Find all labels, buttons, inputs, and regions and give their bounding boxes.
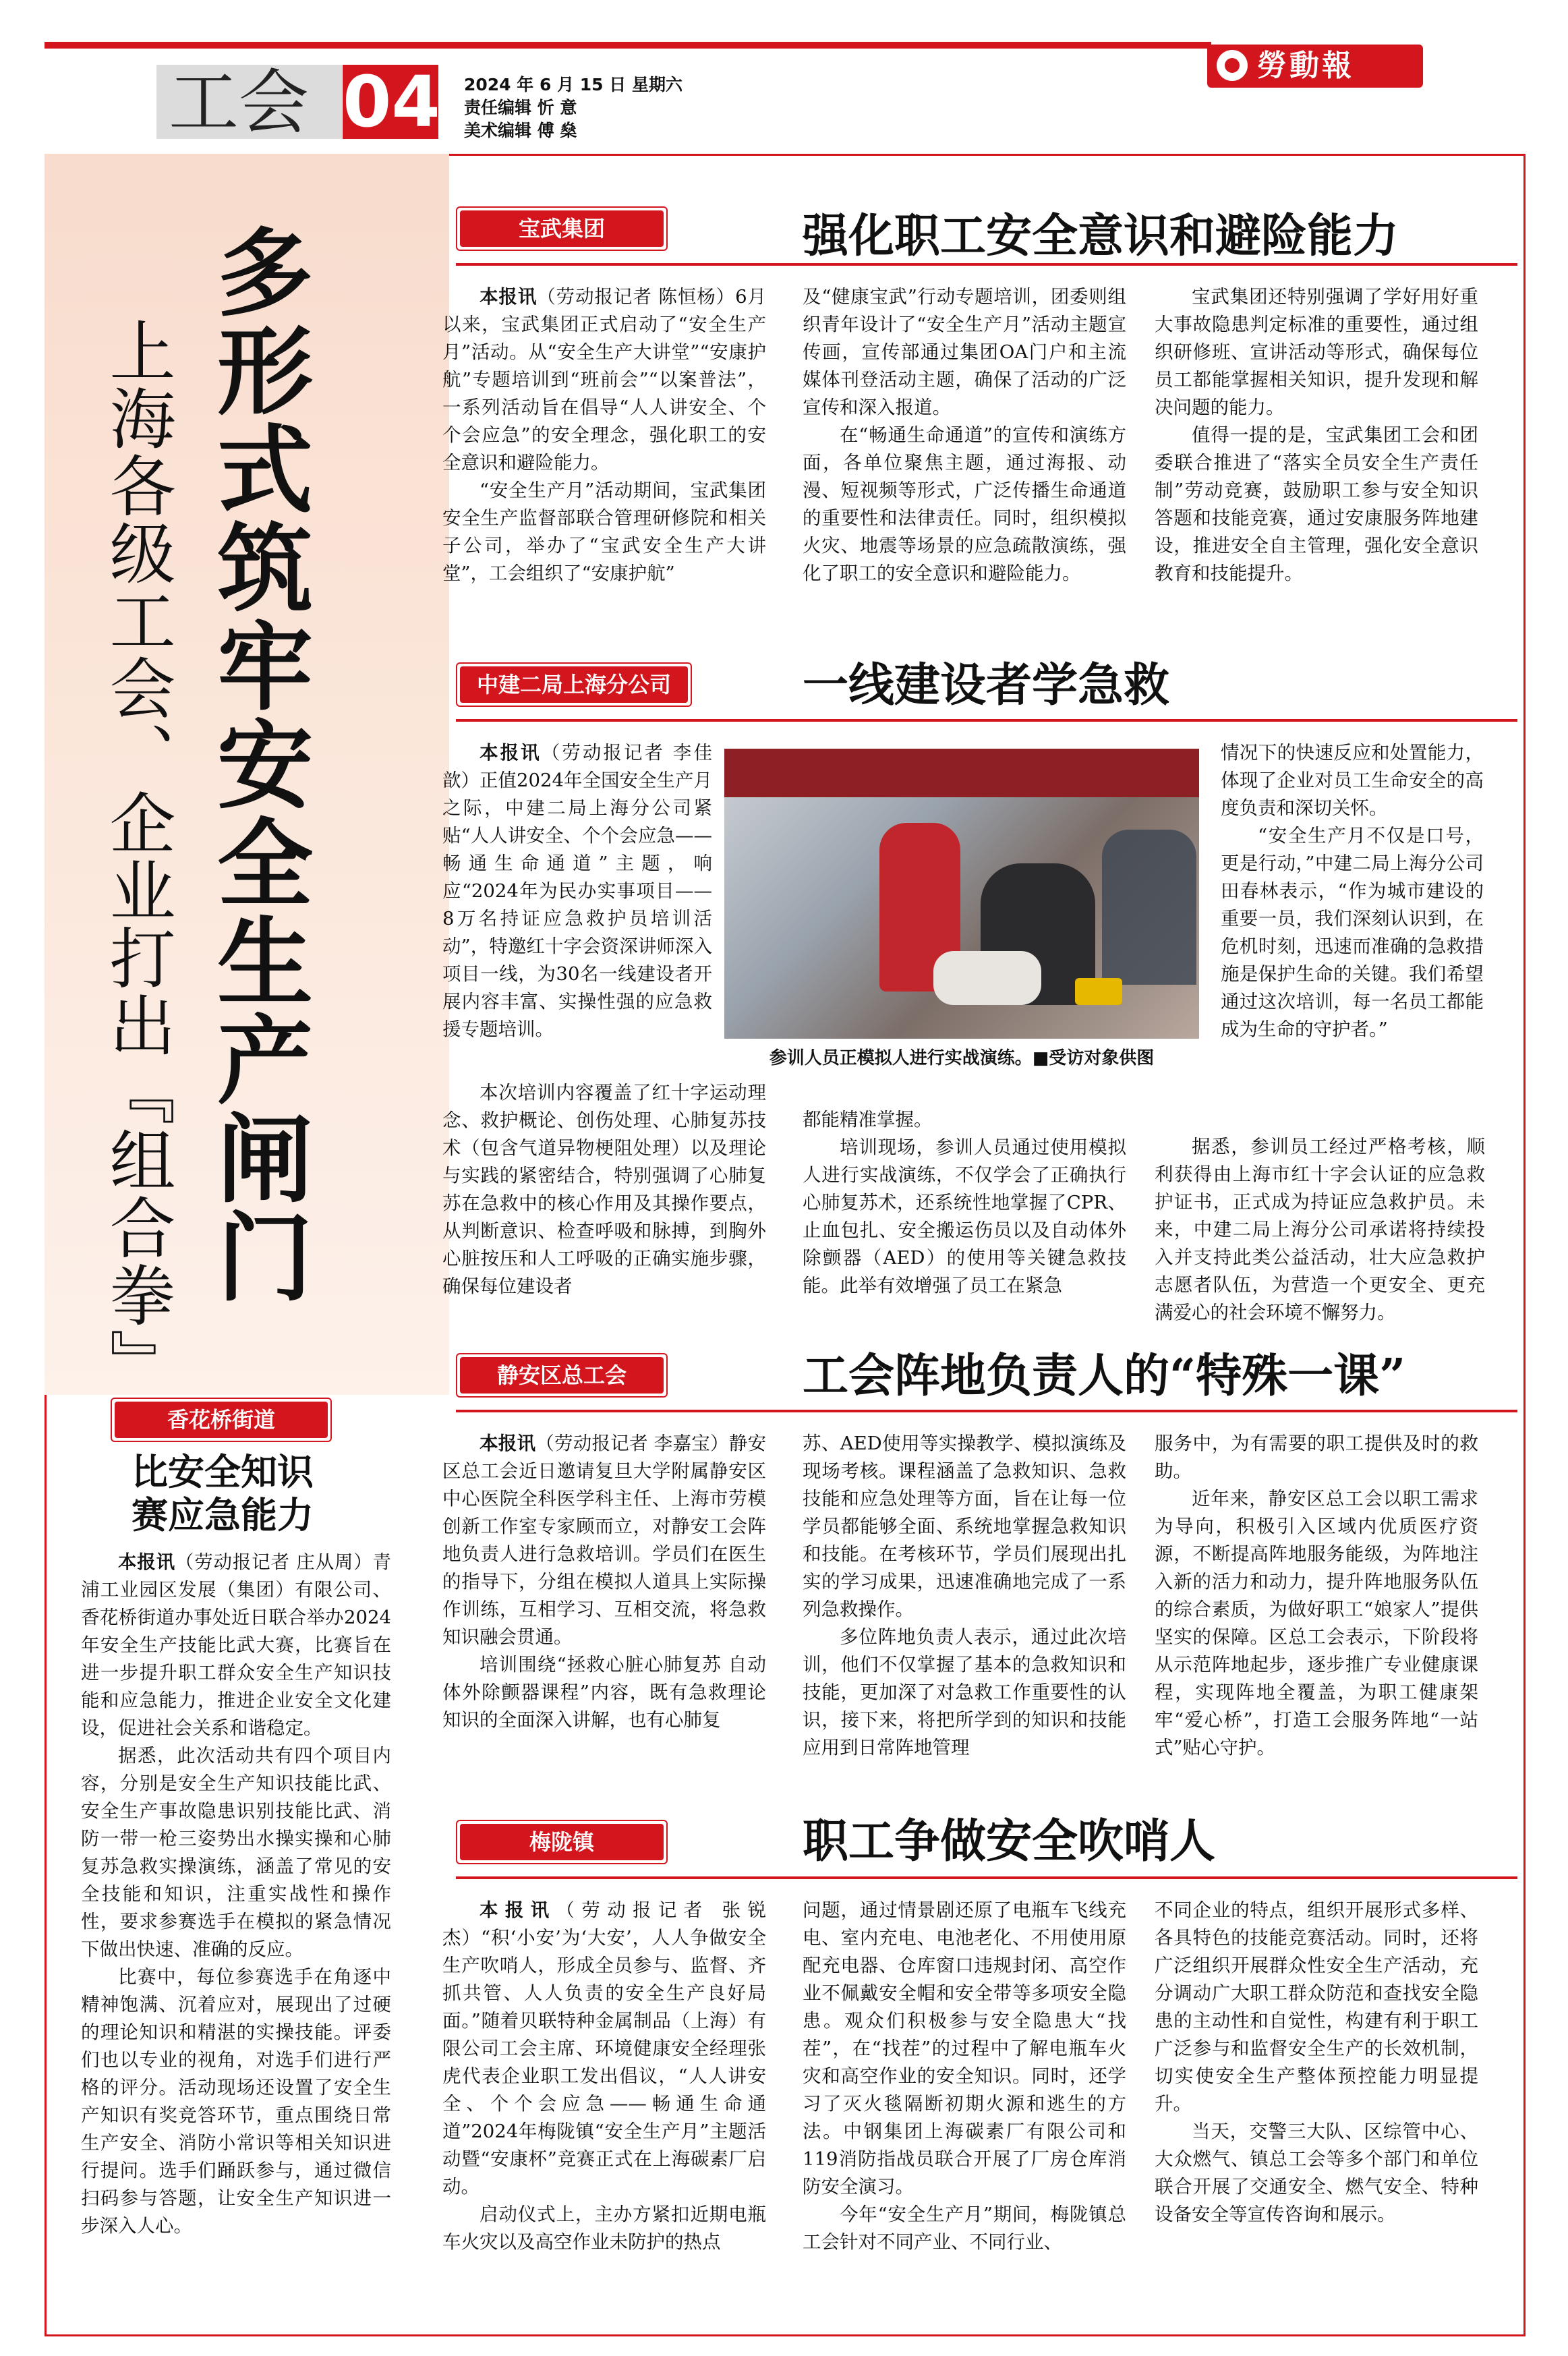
training-photo	[724, 749, 1199, 1039]
meilong-col3: 不同企业的特点，组织开展形式多样、各具特色的技能竞赛活动。同时，还将广泛组织开展群众性安全生产活动，充分调动广大职工群众防范和查找安全隐患的主动性和自觉性，构建有利于职工广泛参与和监督安全生产的长效机制，切实使安全生产整体预控能力明显提升。 当天，交警三大队、区综管中心、大众燃气、镇总工会等多个部门和单位联合开展了交通安全、燃气安全、特种设备安全等宣传咨询和展示。	[1155, 1899, 1478, 2225]
tag-jingan: 静安区总工会	[456, 1353, 668, 1398]
rule	[456, 263, 820, 266]
page-number: 04	[343, 61, 440, 143]
issue-date: 2024 年 6 月 15 日 星期六	[464, 75, 683, 94]
zhongjian-col2: 都能精准掌握。 培训现场，参训人员通过使用模拟人进行实战演练，不仅学会了正确执行心肺复苏术，还系统性地掌握了CPR、止血包扎、安全搬运伤员以及自动体外除颤器（AED）的使用等关键急救技能。此举有效增强了员工在紧急	[803, 1109, 1126, 1296]
jingan-col3: 服务中，为有需要的职工提供及时的救助。 近年来，静安区总工会以职工需求为导向，积极引入区域内优质医疗资源，不断提高阵地服务能级，为阵地注入新的活力和动力，提升阵地服务队伍的综合素质，为做好职工“娘家人”提供坚实的保障。区总工会表示，下阶段将从示范阵地起步，逐步推广专业健康课程，实现阵地全覆盖，为职工健康架牢“爱心桥”，打造工会服务阵地“一站式”贴心守护。	[1155, 1433, 1478, 1758]
section-label: 工会	[169, 61, 310, 144]
title-rule	[803, 1876, 1517, 1879]
baowu-col3: 宝武集团还特别强调了学好用好重大事故隐患判定标准的重要性，通过组织研修班、宣讲活动等形式，确保每位员工都能掌握相关知识，提升发现和解决问题的能力。 值得一提的是，宝武集团工会和团委联合推进了“落实全员安全生产责任制”劳动竞赛，鼓励职工参与安全知识答题和技能竞赛，通过安康服务阵地建设，推进安全自主管理，强化安全意识教育和技能提升。	[1155, 286, 1478, 584]
tag-xianghuaqiao: 香花桥街道	[111, 1398, 332, 1442]
tag-zhongjian: 中建二局上海分公司	[456, 662, 692, 707]
tag-meilong: 梅陇镇	[456, 1820, 668, 1864]
jingan-col2: 苏、AED使用等实操教学、模拟演练及现场考核。课程涵盖了急救知识、急救技能和应急处理等方面，旨在让每一位学员都能够全面、系统地掌握急救知识和技能。在考核环节，学员们展现出扎实的学习成果，迅速准确地完成了一系列急救操作。 多位阵地负责人表示，通过此次培训，他们不仅掌握了基本的急救知识和技能，更加深了对急救工作重要性的认识，接下来，将把所学到的知识和技能应用到日常阵地管理	[803, 1433, 1126, 1758]
zhongjian-col3c: 据悉，参训员工经过严格考核，顺利获得由上海市红十字会认证的应急救护证书，正式成为持证应急救护员。未来，中建二局上海分公司承诺将持续投入并支持此类公益活动，壮大应急救护志愿者队伍，为营造一个更安全、更充满爱心的社会环境不懈努力。	[1155, 1136, 1485, 1323]
responsible-editor: 责任编辑 忻 意	[464, 98, 577, 117]
rule	[456, 1876, 820, 1879]
masthead-logo-icon	[1217, 50, 1248, 81]
masthead-title: 勞動報	[1257, 49, 1354, 83]
title-baowu: 强化职工安全意识和避险能力	[803, 209, 1399, 263]
tag-baowu: 宝武集团	[456, 206, 668, 251]
title-rule	[803, 1410, 1517, 1412]
zhongjian-col3: 情况下的快速反应和处置能力，体现了企业对员工生命安全的高度负责和深切关怀。 “安全生产月不仅是口号，更是行动，”中建二局上海分公司田春林表示，“作为城市建设的重要一员，我们深刻认识到，在危机时刻，迅速而准确的急救措施是保护生命的关键。我们希望通过这次培训，每一名员工都能成为生命的守护者。”	[1221, 742, 1484, 1040]
baowu-col1: 本报讯（劳动报记者 陈恒杨）6月以来，宝武集团正式启动了“安全生产月”活动。从“安全生产大讲堂”“安康护航”专题培训到“班前会”“以案普法”，一系列活动旨在倡导“人人讲安全、个个会应急”的安全理念，强化职工的安全意识和避险能力。 “安全生产月”活动期间，宝武集团安全生产监督部联合管理研修院和相关子公司，举办了“宝武安全生产大讲堂”，工会组织了“安康护航”	[442, 286, 766, 584]
sub-headline: 上海各级工会、企业打出『组合拳』	[98, 317, 175, 1396]
title-xianghuaqiao: 比安全知识 赛应急能力	[132, 1450, 314, 1536]
jingan-col1: 本报讯（劳动报记者 李嘉宝）静安区总工会近日邀请复旦大学附属静安区中心医院全科医学科主任、上海市劳模创新工作室专家顾而立，对静安工会阵地负责人进行急救培训。学员们在医生的指导下，分组在模拟人道具上实际操作训练，互相学习、互相交流，将急救知识融会贯通。 培训围绕“拯救心脏心肺复苏 自动体外除颤器课程”内容，既有急救理论知识的全面深入讲解，也有心肺复	[442, 1433, 766, 1731]
art-editor: 美术编辑 傅 燊	[464, 121, 577, 140]
rule	[456, 719, 820, 722]
rule	[456, 1410, 820, 1412]
title-rule	[803, 719, 1517, 722]
zhongjian-col1a: 本报讯（劳动报记者 李佳歆）正值2024年全国安全生产月之际，中建二局上海分公司紧贴“人人讲安全、个个会应急——畅通生命通道”主题，响应“2024年为民办实事项目——8万名持证应急救护员培训活动”，特邀红十字会资深讲师深入项目一线，为30名一线建设者开展内容丰富、实操性强的应急救援专题培训。	[442, 742, 713, 1040]
meilong-col1: 本报讯（劳动报记者 张锐杰）“积‘小安’为‘大安’，人人争做安全生产吹哨人，形成全员参与、监督、齐抓共管、人人负责的安全生产良好局面。”随着贝联特种金属制品（上海）有限公司工会主席、环境健康安全经理张虎代表企业职工发出倡议，“人人讲安全、个个会应急——畅通生命通道”2024年梅陇镇“安全生产月”主题活动暨“安康杯”竞赛正式在上海碳素厂启动。 启动仪式上，主办方紧扣近期电瓶车火灾以及高空作业未防护的热点	[442, 1899, 767, 2253]
meilong-col2: 问题，通过情景剧还原了电瓶车飞线充电、室内充电、电池老化、不用使用原配充电器、仓库窗口违规封闭、高空作业不佩戴安全帽和安全带等多项安全隐患。观众们积极参与安全隐患大“找茬”，在“找茬”的过程中了解电瓶车火灾和高空作业的安全知识。同时，还学习了灭火毯隔断初期火源和逃生的方法。中钢集团上海碳素厂有限公司和119消防指战员联合开展了厂房仓库消防安全演习。 今年“安全生产月”期间，梅陇镇总工会针对不同产业、不同行业、	[803, 1899, 1126, 2253]
title-rule	[803, 263, 1517, 266]
title-jingan: 工会阵地负责人的“特殊一课”	[803, 1349, 1406, 1403]
photo-caption: 参训人员正模拟人进行实战演练。■受访对象供图	[769, 1048, 1155, 1068]
title-meilong: 职工争做安全吹哨人	[803, 1814, 1216, 1868]
zhongjian-col1b: 本次培训内容覆盖了红十字运动理念、救护概论、创伤处理、心肺复苏技术（包含气道异物梗阻处理）以及理论与实践的紧密结合，特别强调了心肺复苏在急救中的核心作用及其操作要点，从判断意识、检查呼吸和脉搏，到胸外心脏按压和人工呼吸的正确实施步骤，确保每位建设者	[442, 1082, 766, 1297]
xianghuaqiao-body: 本报讯（劳动报记者 庄从周）青浦工业园区发展（集团）有限公司、香花桥街道办事处近日联合举办2024年安全生产技能比武大赛，比赛旨在进一步提升职工群众安全生产知识技能和应急能力，推进企业安全文化建设，促进社会关系和谐稳定。 据悉，此次活动共有四个项目内容，分别是安全生产知识技能比武、安全生产事故隐患识别技能比武、消防一带一枪三姿势出水操实操和心肺复苏急救实操演练，涵盖了常见的安全技能和知识，注重实战性和操作性，要求参赛选手在模拟的紧急情况下做出快速、准确的反应。 比赛中，每位参赛选手在角逐中精神饱满、沉着应对，展现出了过硬的理论知识和精湛的实操技能。评委们也以专业的视角，对选手们进行严格的评分。活动现场还设置了安全生产知识有奖竞答环节，重点围绕日常生产安全、消防小常识等相关知识进行提问。选手们踊跃参与，通过微信扫码参与答题，让安全生产知识进一步深入人心。	[81, 1551, 392, 2237]
main-headline: 多形式筑牢安全生产闸门	[201, 223, 313, 1306]
title-zhongjian: 一线建设者学急救	[803, 658, 1170, 712]
baowu-col2: 及“健康宝武”行动专题培训，团委则组织青年设计了“安全生产月”活动主题宣传画，宣传部通过集团OA门户和主流媒体刊登活动主题，确保了活动的广泛宣传和深入报道。 在“畅通生命通道”的宣传和演练方面，各单位聚焦主题，通过海报、动漫、短视频等形式，广泛传播生命通道的重要性和法律责任。同时，组织模拟火灾、地震等场景的应急疏散演练，强化了职工的安全意识和避险能力。	[803, 286, 1126, 584]
top-red-rule	[45, 42, 1211, 49]
masthead	[1207, 45, 1423, 88]
